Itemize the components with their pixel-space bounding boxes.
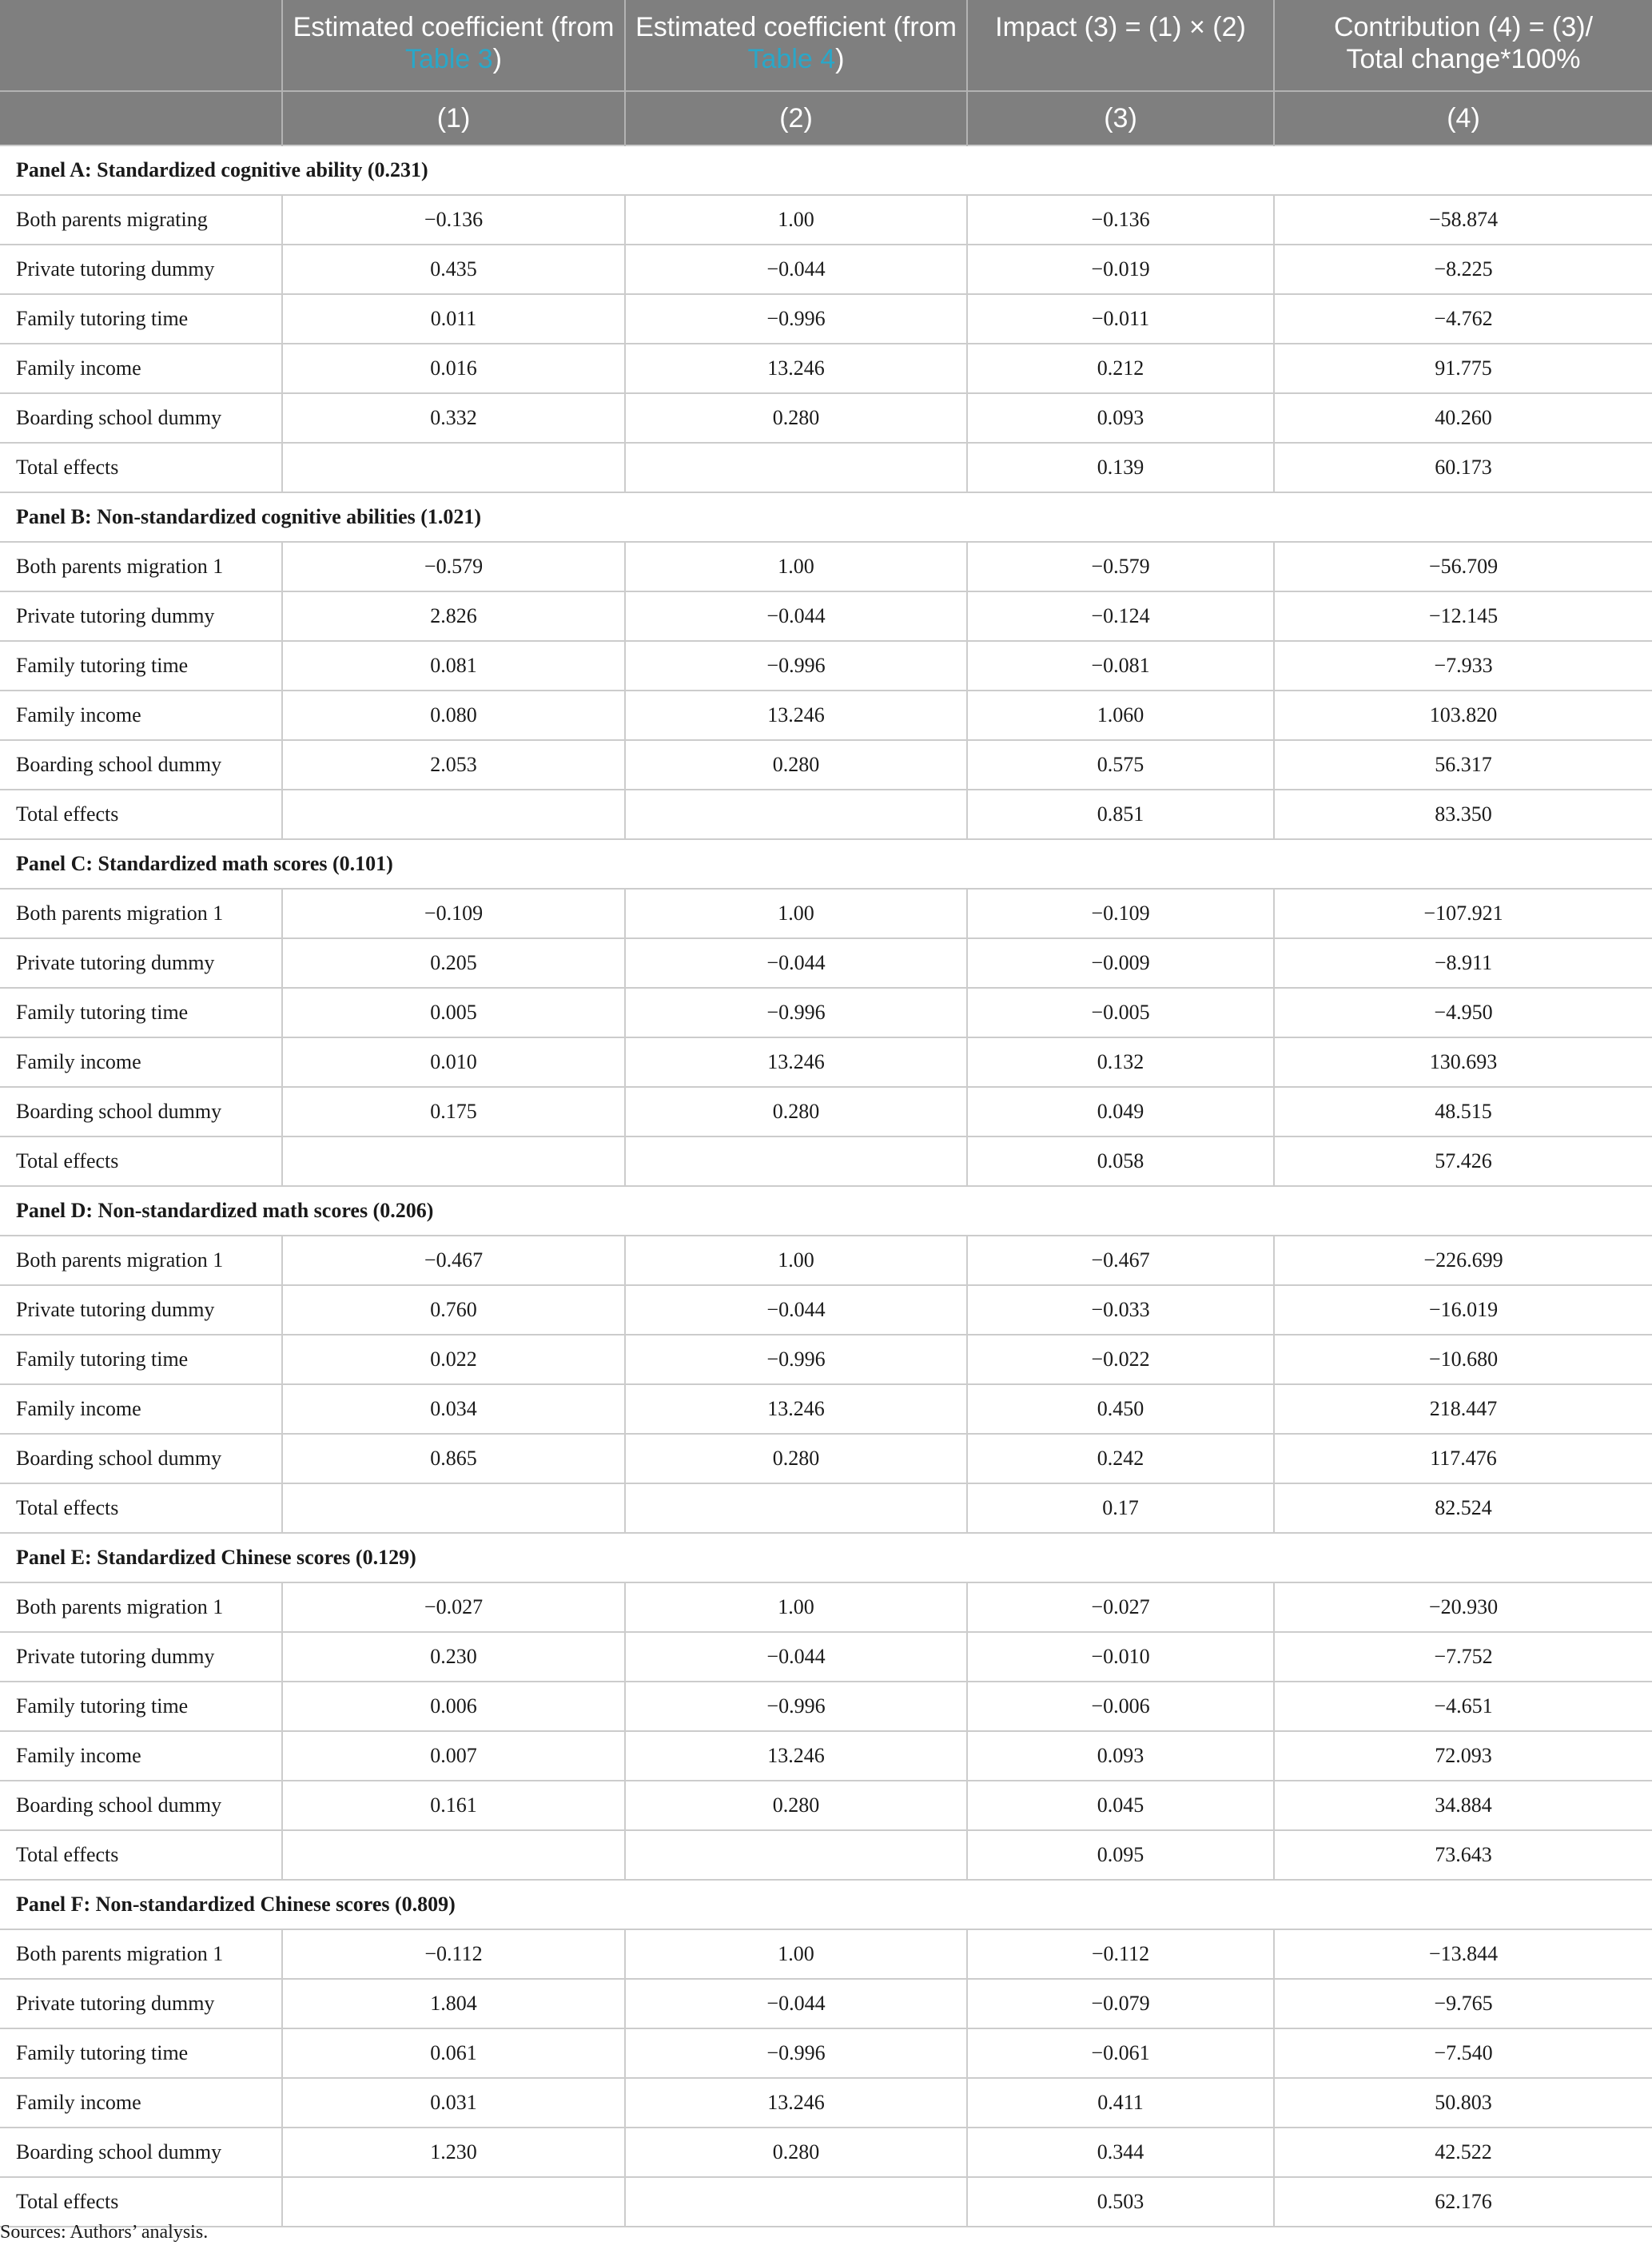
source-note: Sources: Authors’ analysis. (0, 2222, 209, 2243)
panel-title: Panel C: Standardized math scores (0.101) (0, 839, 1652, 889)
impact-cell: 0.058 (967, 1136, 1274, 1186)
row-label: Total effects (0, 443, 282, 492)
impact-cell: 0.450 (967, 1384, 1274, 1434)
contribution-cell: −7.752 (1274, 1632, 1652, 1682)
impact-cell: −0.467 (967, 1236, 1274, 1285)
table-row (0, 740, 1652, 790)
panel-title: Panel B: Non-standardized cognitive abilities (1.021) (0, 492, 1652, 542)
header-estimated-coefficient-1 (282, 0, 625, 91)
row-label: Total effects (0, 1136, 282, 1186)
contribution-cell: 218.447 (1274, 1384, 1652, 1434)
impact-cell: −0.579 (967, 542, 1274, 591)
coefficient-1-cell (282, 2177, 625, 2227)
header-number-4: (4) (1274, 91, 1652, 145)
row-label: Family tutoring time (0, 2028, 282, 2078)
contribution-cell: −107.921 (1274, 889, 1652, 938)
table-3-link[interactable]: Table 3 (405, 44, 493, 74)
panel-header-row (0, 492, 1652, 542)
panel-header-row (0, 145, 1652, 195)
table-row (0, 1384, 1652, 1434)
impact-cell: 0.575 (967, 740, 1274, 790)
coefficient-1-cell: 0.865 (282, 1434, 625, 1483)
table-row (0, 294, 1652, 344)
row-label: Both parents migration 1 (0, 1582, 282, 1632)
table-row (0, 1136, 1652, 1186)
coefficient-2-cell: 13.246 (625, 1731, 967, 1781)
table-row (0, 1582, 1652, 1632)
contribution-cell: 50.803 (1274, 2078, 1652, 2128)
table-row (0, 641, 1652, 691)
row-label: Private tutoring dummy (0, 1979, 282, 2028)
coefficient-2-cell: −0.996 (625, 1335, 967, 1384)
coefficient-1-cell: 2.826 (282, 591, 625, 641)
row-label: Family tutoring time (0, 988, 282, 1037)
table-row (0, 988, 1652, 1037)
coefficient-2-cell: 1.00 (625, 1582, 967, 1632)
contribution-cell: −9.765 (1274, 1979, 1652, 2028)
contribution-cell: −8.911 (1274, 938, 1652, 988)
impact-cell: 0.139 (967, 443, 1274, 492)
coefficient-2-cell: 1.00 (625, 1929, 967, 1979)
contribution-cell: 42.522 (1274, 2128, 1652, 2177)
contribution-cell: 60.173 (1274, 443, 1652, 492)
contribution-cell: −16.019 (1274, 1285, 1652, 1335)
table-row (0, 1929, 1652, 1979)
coefficient-2-cell: −0.044 (625, 938, 967, 988)
row-label: Boarding school dummy (0, 1087, 282, 1136)
coefficient-2-cell: 0.280 (625, 2128, 967, 2177)
coefficient-1-cell: −0.027 (282, 1582, 625, 1632)
contribution-cell: 130.693 (1274, 1037, 1652, 1087)
panel-header-row (0, 1880, 1652, 1929)
coefficient-2-cell: 0.280 (625, 1087, 967, 1136)
coefficient-2-cell: 1.00 (625, 542, 967, 591)
table-row (0, 542, 1652, 591)
coefficient-1-cell: −0.136 (282, 195, 625, 245)
impact-cell: 0.095 (967, 1830, 1274, 1880)
coefficient-1-cell: 1.804 (282, 1979, 625, 2028)
impact-cell: −0.081 (967, 641, 1274, 691)
coefficient-1-cell: 0.005 (282, 988, 625, 1037)
contribution-cell: 40.260 (1274, 393, 1652, 443)
table-row (0, 2128, 1652, 2177)
table-row (0, 591, 1652, 641)
table-4-link[interactable]: Table 4 (747, 44, 836, 74)
table-row (0, 2177, 1652, 2227)
table-row (0, 1632, 1652, 1682)
impact-cell: −0.136 (967, 195, 1274, 245)
impact-cell: 0.344 (967, 2128, 1274, 2177)
coefficient-2-cell: 1.00 (625, 195, 967, 245)
impact-cell: −0.112 (967, 1929, 1274, 1979)
panel-title: Panel F: Non-standardized Chinese scores (0.809) (0, 1880, 1652, 1929)
row-label: Total effects (0, 790, 282, 839)
coefficient-2-cell (625, 1483, 967, 1533)
coefficient-1-cell: 0.006 (282, 1682, 625, 1731)
header-blank (0, 0, 282, 91)
table-row (0, 1434, 1652, 1483)
coefficient-2-cell: 1.00 (625, 1236, 967, 1285)
coefficient-1-cell (282, 1136, 625, 1186)
coefficient-2-cell: −0.996 (625, 1682, 967, 1731)
header-number-1: (1) (282, 91, 625, 145)
coefficient-1-cell: −0.109 (282, 889, 625, 938)
table-row (0, 2028, 1652, 2078)
row-label: Family income (0, 1731, 282, 1781)
coefficient-1-cell: 0.175 (282, 1087, 625, 1136)
table-row (0, 195, 1652, 245)
row-label: Both parents migration 1 (0, 889, 282, 938)
coefficient-2-cell: 0.280 (625, 1781, 967, 1830)
coefficient-2-cell: −0.044 (625, 1979, 967, 2028)
coefficient-2-cell: −0.044 (625, 1285, 967, 1335)
row-label: Total effects (0, 1830, 282, 1880)
table-body (0, 145, 1652, 2227)
coefficient-1-cell: −0.467 (282, 1236, 625, 1285)
coefficient-2-cell: −0.996 (625, 988, 967, 1037)
header-estimated-coefficient-2 (625, 0, 967, 91)
table-row (0, 344, 1652, 393)
row-label: Family tutoring time (0, 641, 282, 691)
row-label: Private tutoring dummy (0, 1285, 282, 1335)
coefficient-1-cell (282, 790, 625, 839)
row-label: Private tutoring dummy (0, 1632, 282, 1682)
contribution-cell: −4.762 (1274, 294, 1652, 344)
coefficient-2-cell: 13.246 (625, 1384, 967, 1434)
row-label: Total effects (0, 2177, 282, 2227)
coefficient-1-cell: 0.332 (282, 393, 625, 443)
impact-cell: −0.006 (967, 1682, 1274, 1731)
table-row (0, 1979, 1652, 2028)
impact-cell: −0.124 (967, 591, 1274, 641)
row-label: Family income (0, 691, 282, 740)
coefficient-2-cell: −0.996 (625, 641, 967, 691)
coefficient-1-cell: 0.061 (282, 2028, 625, 2078)
coefficient-1-cell: −0.112 (282, 1929, 625, 1979)
coefficient-1-cell: 0.007 (282, 1731, 625, 1781)
table-row (0, 2078, 1652, 2128)
table-row (0, 1236, 1652, 1285)
coefficient-2-cell: 0.280 (625, 393, 967, 443)
table-row (0, 790, 1652, 839)
impact-cell: 0.049 (967, 1087, 1274, 1136)
impact-cell: −0.010 (967, 1632, 1274, 1682)
contribution-cell: −8.225 (1274, 245, 1652, 294)
coefficient-2-cell (625, 1830, 967, 1880)
table-row (0, 1830, 1652, 1880)
table-row (0, 245, 1652, 294)
impact-cell: 0.242 (967, 1434, 1274, 1483)
contribution-cell: 117.476 (1274, 1434, 1652, 1483)
impact-cell: −0.109 (967, 889, 1274, 938)
coefficient-1-cell (282, 443, 625, 492)
header-number-blank (0, 91, 282, 145)
coefficient-1-cell: 0.022 (282, 1335, 625, 1384)
coefficient-1-cell: 1.230 (282, 2128, 625, 2177)
table-row (0, 889, 1652, 938)
impact-cell: 0.851 (967, 790, 1274, 839)
table-row (0, 443, 1652, 492)
contribution-cell: 73.643 (1274, 1830, 1652, 1880)
panel-header-row (0, 839, 1652, 889)
coefficient-1-cell: 0.205 (282, 938, 625, 988)
panel-title: Panel E: Standardized Chinese scores (0.129) (0, 1533, 1652, 1582)
row-label: Family income (0, 1037, 282, 1087)
coefficient-1-cell (282, 1830, 625, 1880)
row-label: Family income (0, 1384, 282, 1434)
coefficient-2-cell: 13.246 (625, 2078, 967, 2128)
contribution-cell: −7.540 (1274, 2028, 1652, 2078)
contribution-cell: −56.709 (1274, 542, 1652, 591)
impact-cell: −0.005 (967, 988, 1274, 1037)
impact-cell: 0.411 (967, 2078, 1274, 2128)
row-label: Family income (0, 344, 282, 393)
coefficient-2-cell: 1.00 (625, 889, 967, 938)
header-col1-text: Estimated coefficient (from (293, 12, 615, 42)
coefficient-1-cell (282, 1483, 625, 1533)
header-contribution (1274, 0, 1652, 91)
table-row (0, 1682, 1652, 1731)
coefficient-2-cell: −0.044 (625, 1632, 967, 1682)
impact-cell: −0.022 (967, 1335, 1274, 1384)
row-label: Both parents migrating (0, 195, 282, 245)
impact-cell: 1.060 (967, 691, 1274, 740)
coefficient-2-cell (625, 443, 967, 492)
table-header (0, 0, 1652, 145)
coefficient-1-cell: 0.034 (282, 1384, 625, 1434)
impact-cell: 0.093 (967, 393, 1274, 443)
panel-header-row (0, 1533, 1652, 1582)
row-label: Family tutoring time (0, 1682, 282, 1731)
row-label: Both parents migration 1 (0, 1236, 282, 1285)
coefficient-2-cell (625, 2177, 967, 2227)
contribution-cell: −7.933 (1274, 641, 1652, 691)
coefficient-2-cell: 0.280 (625, 1434, 967, 1483)
table-row (0, 393, 1652, 443)
table-row (0, 691, 1652, 740)
panel-title: Panel A: Standardized cognitive ability (0.231) (0, 145, 1652, 195)
table-row (0, 1483, 1652, 1533)
row-label: Family income (0, 2078, 282, 2128)
impact-cell: −0.019 (967, 245, 1274, 294)
coefficient-2-cell: 13.246 (625, 691, 967, 740)
impact-cell: −0.079 (967, 1979, 1274, 2028)
coefficient-1-cell: 0.435 (282, 245, 625, 294)
row-label: Boarding school dummy (0, 740, 282, 790)
table-row (0, 938, 1652, 988)
row-label: Family tutoring time (0, 1335, 282, 1384)
impact-cell: 0.045 (967, 1781, 1274, 1830)
coefficient-1-cell: 0.031 (282, 2078, 625, 2128)
contribution-cell: −20.930 (1274, 1582, 1652, 1632)
contribution-cell: −13.844 (1274, 1929, 1652, 1979)
header-col2-text: Estimated coefficient (from (635, 12, 957, 42)
row-label: Boarding school dummy (0, 1434, 282, 1483)
coefficient-2-cell (625, 1136, 967, 1186)
header-row-titles (0, 0, 1652, 91)
row-label: Both parents migration 1 (0, 1929, 282, 1979)
contribution-cell: −12.145 (1274, 591, 1652, 641)
coefficient-1-cell: −0.579 (282, 542, 625, 591)
contribution-cell: −4.950 (1274, 988, 1652, 1037)
impact-cell: 0.093 (967, 1731, 1274, 1781)
header-number-3: (3) (967, 91, 1274, 145)
impact-cell: −0.027 (967, 1582, 1274, 1632)
coefficient-2-cell (625, 790, 967, 839)
coefficient-1-cell: 0.760 (282, 1285, 625, 1335)
contribution-cell: 91.775 (1274, 344, 1652, 393)
table-row (0, 1087, 1652, 1136)
impact-cell: −0.033 (967, 1285, 1274, 1335)
contribution-cell: 62.176 (1274, 2177, 1652, 2227)
coefficient-2-cell: −0.044 (625, 591, 967, 641)
coefficient-1-cell: 0.161 (282, 1781, 625, 1830)
header-row-numbers (0, 91, 1652, 145)
row-label: Private tutoring dummy (0, 938, 282, 988)
row-label: Private tutoring dummy (0, 591, 282, 641)
table-row (0, 1781, 1652, 1830)
contribution-cell: 56.317 (1274, 740, 1652, 790)
contribution-cell: 72.093 (1274, 1731, 1652, 1781)
coefficient-2-cell: −0.996 (625, 294, 967, 344)
impact-cell: 0.17 (967, 1483, 1274, 1533)
impact-cell: −0.009 (967, 938, 1274, 988)
row-label: Boarding school dummy (0, 393, 282, 443)
coefficient-1-cell: 0.011 (282, 294, 625, 344)
contribution-cell: −226.699 (1274, 1236, 1652, 1285)
header-col1-close: ) (492, 44, 502, 74)
impact-cell: 0.503 (967, 2177, 1274, 2227)
impact-cell: 0.132 (967, 1037, 1274, 1087)
contribution-cell: 57.426 (1274, 1136, 1652, 1186)
header-number-2: (2) (625, 91, 967, 145)
coefficient-2-cell: 13.246 (625, 1037, 967, 1087)
contribution-cell: −4.651 (1274, 1682, 1652, 1731)
contribution-cell: 103.820 (1274, 691, 1652, 740)
contribution-cell: −58.874 (1274, 195, 1652, 245)
coefficient-1-cell: 0.080 (282, 691, 625, 740)
row-label: Both parents migration 1 (0, 542, 282, 591)
coefficient-1-cell: 0.016 (282, 344, 625, 393)
header-col2-close: ) (835, 44, 845, 74)
header-impact: Impact (3) = (1) × (2) (967, 0, 1274, 91)
coefficient-2-cell: 13.246 (625, 344, 967, 393)
table-row (0, 1731, 1652, 1781)
row-label: Private tutoring dummy (0, 245, 282, 294)
contribution-cell: 34.884 (1274, 1781, 1652, 1830)
panel-header-row (0, 1186, 1652, 1236)
coefficient-2-cell: 0.280 (625, 740, 967, 790)
table-row (0, 1285, 1652, 1335)
header-contribution-line1: Contribution (4) = (3)/ (1333, 12, 1594, 42)
coefficient-2-cell: −0.044 (625, 245, 967, 294)
coefficient-1-cell: 0.081 (282, 641, 625, 691)
table-row (0, 1037, 1652, 1087)
contribution-cell: 48.515 (1274, 1087, 1652, 1136)
row-label: Family tutoring time (0, 294, 282, 344)
coefficient-2-cell: −0.996 (625, 2028, 967, 2078)
row-label: Total effects (0, 1483, 282, 1533)
impact-cell: −0.061 (967, 2028, 1274, 2078)
row-label: Boarding school dummy (0, 2128, 282, 2177)
coefficient-1-cell: 0.010 (282, 1037, 625, 1087)
table-row (0, 1335, 1652, 1384)
panel-title: Panel D: Non-standardized math scores (0.206) (0, 1186, 1652, 1236)
contribution-cell: −10.680 (1274, 1335, 1652, 1384)
coefficient-1-cell: 0.230 (282, 1632, 625, 1682)
impact-cell: 0.212 (967, 344, 1274, 393)
contribution-cell: 82.524 (1274, 1483, 1652, 1533)
impact-cell: −0.011 (967, 294, 1274, 344)
contribution-cell: 83.350 (1274, 790, 1652, 839)
header-contribution-line2: Total change*100% (1346, 44, 1581, 74)
row-label: Boarding school dummy (0, 1781, 282, 1830)
coefficient-1-cell: 2.053 (282, 740, 625, 790)
